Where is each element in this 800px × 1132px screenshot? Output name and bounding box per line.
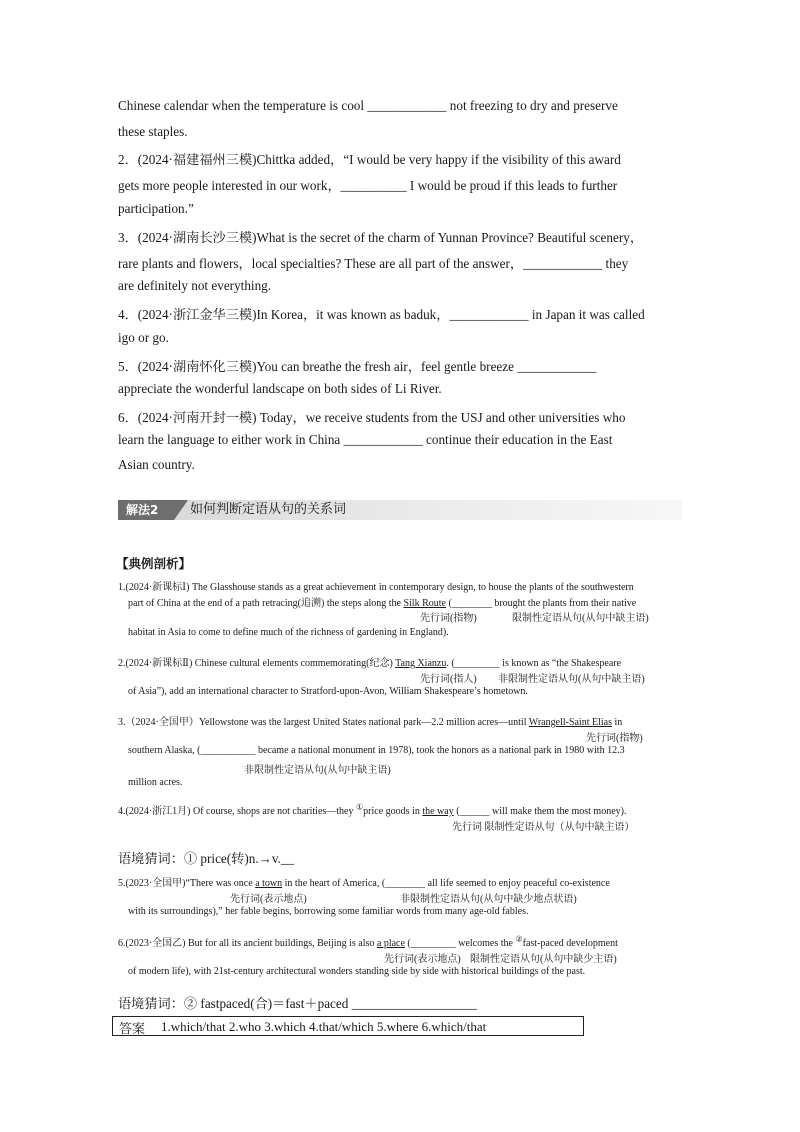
example-1-line-3: habitat in Asia to come to define much of the richness of gardening in England). — [128, 627, 449, 638]
example-4-antecedent: the way — [422, 806, 454, 817]
section-title: 【典例剖析】 — [116, 556, 192, 571]
method-title: 如何判断定语从句的关系词 — [190, 502, 347, 517]
example-3-line-2: southern Alaska, (___________ became a national monument in 1978), took the honors as a national park in 1980 with 12.3 — [128, 745, 625, 756]
example-2-text: 2.(2024·新课标Ⅱ) Chinese cultural elements commemorating(纪念) — [118, 658, 396, 669]
example-1-text: part of China at the end of a path retracing(追溯) the steps along the — [128, 598, 404, 609]
example-3-label-clause: 非限制性定语从句(从句中缺主语) — [244, 765, 391, 776]
exercise-line-12: appreciate the wonderful landscape on both sides of Li River. — [118, 381, 442, 396]
exercise-line-14: learn the language to either work in China ____________ continue their education in the East — [118, 432, 613, 447]
example-2-line-2: of Asia”), add an international character to Stratford-upon-Avon, William Shakespeare’s hometown. — [128, 686, 528, 697]
example-5-label-clause: 非限制性定语从句(从句中缺少地点状语) — [400, 894, 577, 905]
context-guess-1: 语境猜词：① price(转)n.→v.__ — [118, 851, 295, 866]
example-1-antecedent: Silk Route — [403, 598, 446, 609]
example-3-line-3: million acres. — [128, 777, 183, 788]
exercise-line-3: 2．(2024·福建福州三模)Chittka added，“I would be very happy if the visibility of this award — [118, 152, 621, 167]
example-4-text-post: (______ will make them the most money). — [453, 806, 627, 817]
example-4-footnote-marker: ① — [356, 802, 364, 812]
example-6-text-mid: (_________ welcomes the — [404, 938, 516, 949]
method-tag-notch — [174, 500, 188, 520]
example-6-text: 6.(2023·全国乙) But for all its ancient buildings, Beijing is also — [118, 938, 377, 949]
exercise-line-6: 3．(2024·湖南长沙三模)What is the secret of the charm of Yunnan Province? Beautiful scenery， — [118, 230, 644, 245]
example-6-text-post: fast-paced development — [522, 938, 618, 949]
example-4-label: 先行词 限制性定语从句（从句中缺主语） — [452, 822, 635, 833]
example-2-text-post: . (_________ is known as “the Shakespeare — [446, 658, 622, 669]
exercise-line-13: 6．(2024·河南开封一模) Today，we receive students from the USJ and other universities who — [118, 410, 626, 425]
answer-box — [112, 1016, 584, 1036]
example-3-text-post: in — [611, 717, 623, 728]
exercise-line-8: are definitely not everything. — [118, 278, 272, 293]
example-2-label-clause: 非限制性定语从句(从句中缺主语) — [498, 674, 645, 685]
example-3-line-1 — [118, 713, 622, 728]
exercise-line-11: 5．(2024·湖南怀化三模)You can breathe the fresh air，feel gentle breeze ____________ — [118, 359, 597, 374]
example-2-label-antecedent: 先行词(指人) — [420, 674, 477, 685]
example-6-antecedent: a place — [376, 938, 405, 949]
example-4-line-1 — [118, 802, 626, 817]
exercise-line-15: Asian country. — [118, 457, 195, 472]
exercise-line-2: these staples. — [118, 124, 188, 139]
exercise-line-4: gets more people interested in our work，__________ I would be proud if this leads to further — [118, 178, 618, 193]
exercise-line-7: rare plants and flowers，local specialties? These are all part of the answer，____________ they — [118, 256, 629, 271]
answer-label: 答案 — [119, 1022, 146, 1037]
example-6-label-clause: 限制性定语从句(从句中缺少主语) — [470, 954, 617, 965]
example-5-line-2: with its surroundings),” her fable begins, borrowing some familiar words from many age-old fables. — [128, 906, 529, 917]
example-5-text-post: in the heart of America, (________ all life seemed to enjoy peaceful co-existence — [282, 878, 610, 889]
example-6-line-2: of modern life), with 21st-century architectural wonders standing side by side with historical buildings of the past. — [128, 966, 586, 977]
example-1-text-post: (________ brought the plants from their native — [445, 598, 637, 609]
example-6-line-1 — [118, 934, 618, 949]
method-header — [118, 500, 682, 520]
example-3-label-antecedent: 先行词(指物) — [586, 733, 643, 744]
example-1-line-2 — [128, 594, 636, 609]
exercise-line-9: 4．(2024·浙江金华三模)In Korea，it was known as baduk，____________ in Japan it was called — [118, 307, 645, 322]
example-3-text: 3.（2024·全国甲）Yellowstone was the largest United States national park—2.2 million acres—until — [118, 717, 529, 728]
example-6-label-antecedent: 先行词(表示地点) — [384, 954, 461, 965]
example-3-antecedent: Wrangell-Saint Elias — [528, 717, 612, 728]
example-4-text-mid: price goods in — [363, 806, 423, 817]
context-guess-2: 语境猜词：② fastpaced(合)＝fast＋paced ___________________ — [118, 996, 477, 1011]
example-2-antecedent: Tang Xianzu — [395, 658, 447, 669]
example-1-line-1: 1.(2024·新课标Ⅰ) The Glasshouse stands as a great achievement in contemporary design, to house the plants of the southwestern — [118, 582, 634, 593]
example-5-line-1 — [118, 874, 610, 889]
example-5-label-antecedent: 先行词(表示地点) — [230, 894, 307, 905]
example-1-label-antecedent: 先行词(指物) — [420, 613, 477, 624]
example-1-label-clause: 限制性定语从句(从句中缺主语) — [512, 613, 649, 624]
example-4-text: 4.(2024·浙江1月) Of course, shops are not charities—they — [118, 806, 356, 817]
example-5-antecedent: a town — [255, 878, 283, 889]
exercise-line-5: participation.” — [118, 201, 194, 216]
method-tag: 解法2 — [118, 500, 174, 520]
answer-text: 1.which/that 2.who 3.which 4.that/which 5.where 6.which/that — [161, 1019, 487, 1034]
example-5-text: 5.(2023·全国甲)“There was once — [118, 878, 256, 889]
exercise-line-1: Chinese calendar when the temperature is cool ____________ not freezing to dry and preserve — [118, 98, 618, 113]
example-2-line-1 — [118, 654, 621, 669]
exercise-line-10: igo or go. — [118, 330, 169, 345]
example-6-footnote-marker: ② — [515, 934, 523, 944]
